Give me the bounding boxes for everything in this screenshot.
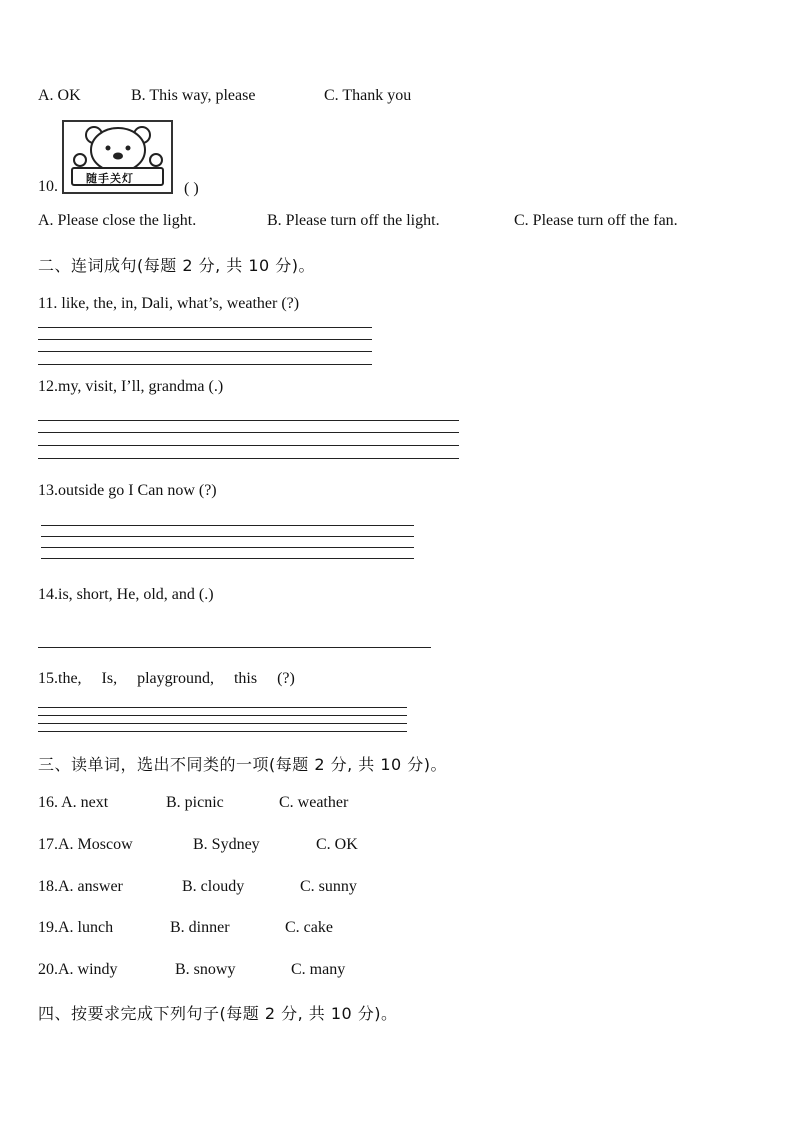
q9-option-b: B. This way, please <box>131 87 256 104</box>
q20-option-c: C. many <box>291 961 346 978</box>
q19-option-b: B. dinner <box>170 919 230 936</box>
q10-option-b: B. Please turn off the light. <box>267 212 440 229</box>
q11-writing-line <box>38 364 372 365</box>
q20-option-b: B. snowy <box>175 961 236 978</box>
q10-answer-bracket: ( ) <box>184 180 199 197</box>
q19-option-a: 19.A. lunch <box>38 919 114 936</box>
q15-prompt: 15.the, Is, playground, this (?) <box>38 670 295 687</box>
q14-prompt: 14.is, short, He, old, and (.) <box>38 586 214 603</box>
q13-writing-line <box>41 525 414 526</box>
q14-writing-line <box>38 647 431 648</box>
section2-heading: 二、连词成句(每题 2 分, 共 10 分)。 <box>38 256 316 275</box>
q18-option-c: C. sunny <box>300 878 357 895</box>
q11-writing-line <box>38 327 372 328</box>
q17-option-a: 17.A. Moscow <box>38 836 133 853</box>
q15-writing-line <box>38 723 407 724</box>
q13-prompt: 13.outside go I Can now (?) <box>38 482 217 499</box>
section3-heading: 三、读单词，选出不同类的一项(每题 2 分, 共 10 分)。 <box>38 755 448 774</box>
q18-option-b: B. cloudy <box>182 878 245 895</box>
q16-option-b: B. picnic <box>166 794 224 811</box>
q19-option-c: C. cake <box>285 919 333 936</box>
q15-writing-line <box>38 707 407 708</box>
q13-writing-line <box>41 558 414 559</box>
q17-option-b: B. Sydney <box>193 836 260 853</box>
q15-writing-line <box>38 731 407 732</box>
q11-prompt: 11. like, the, in, Dali, what’s, weather (?) <box>38 295 300 312</box>
q15-writing-line <box>38 715 407 716</box>
q11-writing-line <box>38 339 372 340</box>
section4-heading: 四、按要求完成下列句子(每题 2 分, 共 10 分)。 <box>38 1004 398 1023</box>
q18-option-a: 18.A. answer <box>38 878 123 895</box>
q12-writing-line <box>38 432 459 433</box>
q16-option-a: 16. A. next <box>38 794 109 811</box>
light-sign-image <box>62 120 173 194</box>
q17-option-c: C. OK <box>316 836 358 853</box>
q13-writing-line <box>41 547 414 548</box>
q10-option-c: C. Please turn off the fan. <box>514 212 678 229</box>
q12-prompt: 12.my, visit, I’ll, grandma (.) <box>38 378 224 395</box>
q13-writing-line <box>41 536 414 537</box>
q9-option-c: C. Thank you <box>324 87 412 104</box>
q16-option-c: C. weather <box>279 794 349 811</box>
q12-writing-line <box>38 445 459 446</box>
q10-option-a: A. Please close the light. <box>38 212 197 229</box>
q11-writing-line <box>38 351 372 352</box>
q12-writing-line <box>38 458 459 459</box>
q9-option-a: A. OK <box>38 87 81 104</box>
q12-writing-line <box>38 420 459 421</box>
q20-option-a: 20.A. windy <box>38 961 118 978</box>
q10-number: 10. <box>38 178 58 195</box>
sign-text: 随手关灯 <box>86 172 134 185</box>
